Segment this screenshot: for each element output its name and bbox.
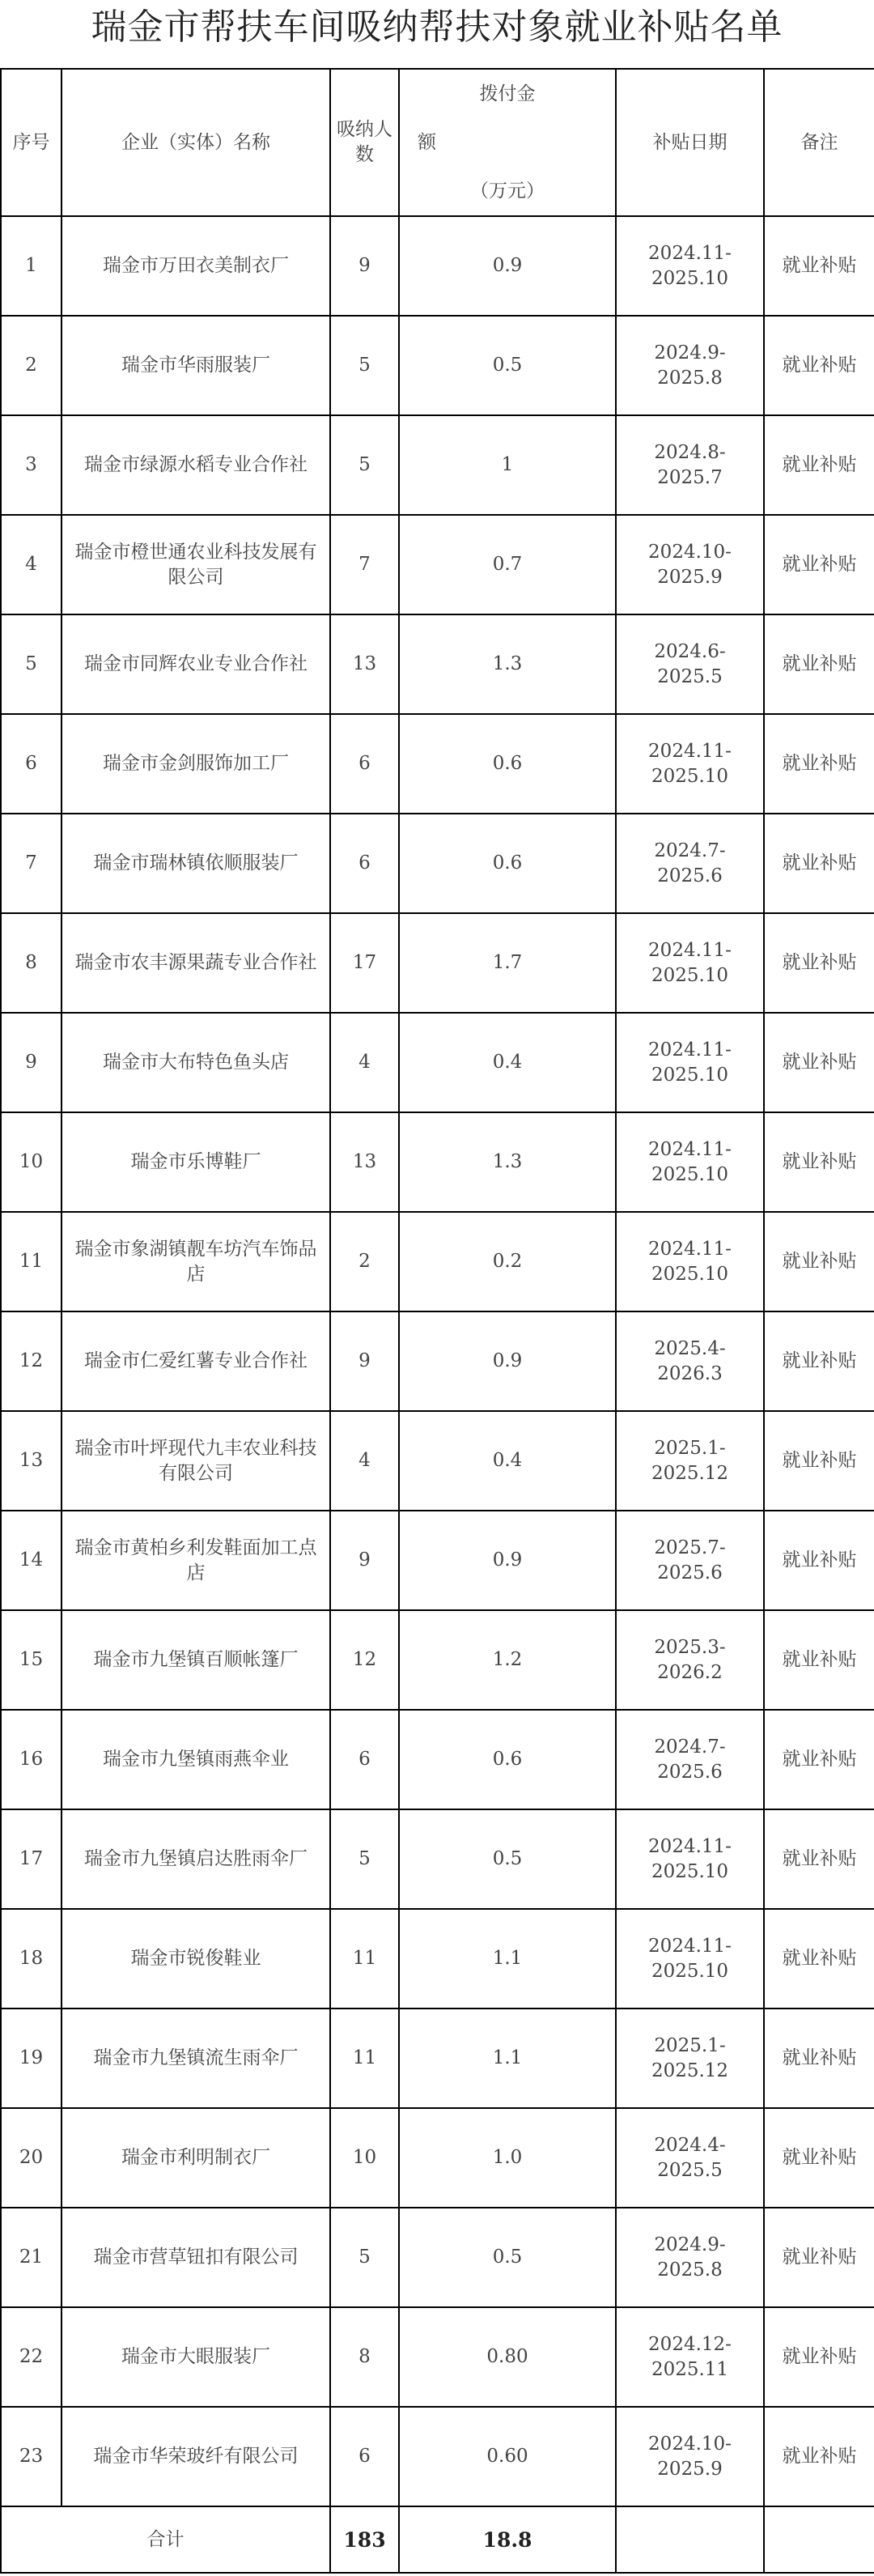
date-end: 2025.9 <box>657 2458 723 2480</box>
date-start: 2024.11- <box>648 242 732 264</box>
cell-index: 16 <box>1 1710 62 1809</box>
header-date: 补贴日期 <box>616 69 764 216</box>
cell-remark: 就业补贴 <box>764 1909 874 2009</box>
cell-remark: 就业补贴 <box>764 316 874 415</box>
cell-people: 6 <box>330 814 399 913</box>
date-start: 2025.3- <box>654 1636 726 1658</box>
header-index: 序号 <box>1 69 62 216</box>
cell-remark: 就业补贴 <box>764 2108 874 2208</box>
cell-enterprise-name: 瑞金市金剑服饰加工厂 <box>62 714 330 814</box>
date-end: 2025.6 <box>657 1761 723 1783</box>
cell-index: 5 <box>1 614 62 714</box>
cell-index: 19 <box>1 2009 62 2108</box>
cell-remark: 就业补贴 <box>764 2009 874 2108</box>
table-header-row <box>1 69 874 216</box>
cell-amount: 1.3 <box>399 1112 616 1212</box>
cell-enterprise-name: 瑞金市绿源水稻专业合作社 <box>62 415 330 515</box>
cell-amount: 0.7 <box>399 515 616 614</box>
cell-amount: 0.5 <box>399 2208 616 2307</box>
cell-people: 11 <box>330 1909 399 2009</box>
table-row <box>1 913 874 1013</box>
cell-index: 14 <box>1 1511 62 1610</box>
table-row <box>1 814 874 913</box>
table-row <box>1 2307 874 2407</box>
total-row <box>1 2506 874 2573</box>
header-amount <box>399 69 616 216</box>
cell-date <box>616 415 764 515</box>
date-start: 2024.10- <box>648 2433 732 2455</box>
date-start: 2025.1- <box>654 1437 726 1459</box>
cell-enterprise-name: 瑞金市橙世通农业科技发展有限公司 <box>62 515 330 614</box>
cell-date <box>616 2208 764 2307</box>
cell-people: 17 <box>330 913 399 1013</box>
table-row <box>1 2108 874 2208</box>
table-row <box>1 1212 874 1311</box>
cell-index: 2 <box>1 316 62 415</box>
cell-enterprise-name: 瑞金市九堡镇启达胜雨伞厂 <box>62 1809 330 1909</box>
cell-index: 13 <box>1 1411 62 1511</box>
cell-people: 4 <box>330 1411 399 1511</box>
cell-remark: 就业补贴 <box>764 2407 874 2506</box>
cell-date <box>616 1809 764 1909</box>
cell-remark: 就业补贴 <box>764 1212 874 1311</box>
cell-enterprise-name: 瑞金市叶坪现代九丰农业科技有限公司 <box>62 1411 330 1511</box>
cell-date <box>616 1710 764 1809</box>
date-end: 2025.10 <box>651 1163 729 1185</box>
cell-date <box>616 1909 764 2009</box>
table-row <box>1 2407 874 2506</box>
cell-date <box>616 216 764 316</box>
table-row <box>1 2208 874 2307</box>
cell-index: 20 <box>1 2108 62 2208</box>
cell-enterprise-name: 瑞金市万田衣美制衣厂 <box>62 216 330 316</box>
cell-remark: 就业补贴 <box>764 2208 874 2307</box>
cell-date <box>616 1112 764 1212</box>
date-end: 2025.10 <box>651 964 729 986</box>
cell-index: 8 <box>1 913 62 1013</box>
cell-date <box>616 1013 764 1112</box>
date-end: 2025.5 <box>657 2159 723 2181</box>
cell-people: 5 <box>330 2208 399 2307</box>
date-end: 2025.8 <box>657 367 723 389</box>
cell-remark: 就业补贴 <box>764 415 874 515</box>
date-start: 2024.11- <box>648 1039 732 1061</box>
cell-people: 10 <box>330 2108 399 2208</box>
date-end: 2025.10 <box>651 1064 729 1086</box>
cell-index: 15 <box>1 1610 62 1710</box>
cell-remark: 就业补贴 <box>764 1311 874 1411</box>
date-end: 2025.12 <box>651 1462 729 1484</box>
cell-index: 12 <box>1 1311 62 1411</box>
date-start: 2025.4- <box>654 1337 726 1359</box>
cell-date <box>616 2307 764 2407</box>
date-start: 2024.10- <box>648 541 732 563</box>
date-end: 2026.2 <box>657 1661 723 1683</box>
date-end: 2025.10 <box>651 267 729 289</box>
date-end: 2025.8 <box>657 2259 723 2281</box>
cell-amount: 0.6 <box>399 1710 616 1809</box>
cell-people: 13 <box>330 614 399 714</box>
cell-remark: 就业补贴 <box>764 2307 874 2407</box>
date-start: 2024.7- <box>654 1736 726 1758</box>
date-end: 2025.12 <box>651 2060 729 2081</box>
cell-remark: 就业补贴 <box>764 1710 874 1809</box>
cell-date <box>616 1311 764 1411</box>
cell-amount: 0.5 <box>399 316 616 415</box>
table-row <box>1 1710 874 1809</box>
cell-date <box>616 814 764 913</box>
date-start: 2024.11- <box>648 1935 732 1957</box>
cell-amount: 1.1 <box>399 1909 616 2009</box>
date-start: 2025.1- <box>654 2034 726 2056</box>
date-start: 2024.11- <box>648 1835 732 1857</box>
cell-people: 4 <box>330 1013 399 1112</box>
cell-enterprise-name: 瑞金市大布特色鱼头店 <box>62 1013 330 1112</box>
cell-date <box>616 1511 764 1610</box>
cell-date <box>616 2108 764 2208</box>
header-amount-line-2: 额 <box>418 132 436 153</box>
cell-amount: 0.80 <box>399 2307 616 2407</box>
cell-remark: 就业补贴 <box>764 1610 874 1710</box>
cell-amount: 0.6 <box>399 714 616 814</box>
cell-index: 18 <box>1 1909 62 2009</box>
cell-amount: 0.9 <box>399 1511 616 1610</box>
cell-amount: 1 <box>399 415 616 515</box>
cell-remark: 就业补贴 <box>764 216 874 316</box>
date-start: 2024.6- <box>654 640 726 662</box>
header-remark: 备注 <box>764 69 874 216</box>
date-start: 2024.11- <box>648 740 732 762</box>
table-row <box>1 216 874 316</box>
cell-amount: 1.0 <box>399 2108 616 2208</box>
cell-index: 22 <box>1 2307 62 2407</box>
table-row <box>1 1411 874 1511</box>
table-row <box>1 316 874 415</box>
total-amount: 18.8 <box>399 2506 616 2573</box>
cell-enterprise-name: 瑞金市锐俊鞋业 <box>62 1909 330 2009</box>
cell-enterprise-name: 瑞金市九堡镇百顺帐篷厂 <box>62 1610 330 1710</box>
cell-remark: 就业补贴 <box>764 913 874 1013</box>
cell-enterprise-name: 瑞金市营草钮扣有限公司 <box>62 2208 330 2307</box>
cell-amount: 0.6 <box>399 814 616 913</box>
cell-index: 7 <box>1 814 62 913</box>
table-row <box>1 415 874 515</box>
cell-enterprise-name: 瑞金市大眼服装厂 <box>62 2307 330 2407</box>
date-end: 2025.7 <box>657 466 723 488</box>
cell-enterprise-name: 瑞金市九堡镇雨燕伞业 <box>62 1710 330 1809</box>
cell-index: 10 <box>1 1112 62 1212</box>
date-end: 2025.10 <box>651 1960 729 1982</box>
table-row <box>1 515 874 614</box>
cell-index: 6 <box>1 714 62 814</box>
cell-amount: 0.60 <box>399 2407 616 2506</box>
header-amount-line-1: 拨付金 <box>479 83 536 104</box>
date-start: 2024.11- <box>648 1138 732 1160</box>
cell-people: 5 <box>330 1809 399 1909</box>
cell-enterprise-name: 瑞金市利明制衣厂 <box>62 2108 330 2208</box>
cell-remark: 就业补贴 <box>764 1411 874 1511</box>
cell-remark: 就业补贴 <box>764 714 874 814</box>
cell-people: 7 <box>330 515 399 614</box>
table-row <box>1 614 874 714</box>
cell-index: 23 <box>1 2407 62 2506</box>
cell-amount: 1.7 <box>399 913 616 1013</box>
cell-enterprise-name: 瑞金市华雨服装厂 <box>62 316 330 415</box>
cell-people: 8 <box>330 2307 399 2407</box>
date-end: 2025.10 <box>651 765 729 787</box>
cell-remark: 就业补贴 <box>764 1112 874 1212</box>
cell-remark: 就业补贴 <box>764 814 874 913</box>
cell-date <box>616 2009 764 2108</box>
table-row <box>1 1909 874 2009</box>
cell-people: 2 <box>330 1212 399 1311</box>
cell-index: 9 <box>1 1013 62 1112</box>
date-end: 2025.10 <box>651 1263 729 1285</box>
table-row <box>1 1013 874 1112</box>
table-row <box>1 714 874 814</box>
cell-amount: 0.4 <box>399 1013 616 1112</box>
cell-people: 11 <box>330 2009 399 2108</box>
cell-remark: 就业补贴 <box>764 1511 874 1610</box>
cell-people: 6 <box>330 1710 399 1809</box>
cell-index: 17 <box>1 1809 62 1909</box>
cell-amount: 0.9 <box>399 216 616 316</box>
subsidy-table <box>0 68 874 2574</box>
date-end: 2025.9 <box>657 566 723 588</box>
cell-date <box>616 714 764 814</box>
cell-index: 1 <box>1 216 62 316</box>
cell-amount: 1.3 <box>399 614 616 714</box>
cell-date <box>616 1411 764 1511</box>
date-end: 2025.6 <box>657 865 723 886</box>
cell-enterprise-name: 瑞金市黄柏乡利发鞋面加工点店 <box>62 1511 330 1610</box>
cell-amount: 1.1 <box>399 2009 616 2108</box>
cell-amount: 0.2 <box>399 1212 616 1311</box>
date-end: 2025.11 <box>651 2358 729 2380</box>
cell-index: 4 <box>1 515 62 614</box>
header-enterprise: 企业（实体）名称 <box>62 69 330 216</box>
cell-date <box>616 515 764 614</box>
date-start: 2025.7- <box>654 1537 726 1558</box>
cell-enterprise-name: 瑞金市乐博鞋厂 <box>62 1112 330 1212</box>
date-end: 2025.6 <box>657 1562 723 1583</box>
document-title: 瑞金市帮扶车间吸纳帮扶对象就业补贴名单 <box>91 6 783 48</box>
header-amount-line-3: （万元） <box>470 181 545 202</box>
total-remark-empty <box>764 2506 874 2573</box>
cell-people: 6 <box>330 714 399 814</box>
cell-remark: 就业补贴 <box>764 1013 874 1112</box>
date-start: 2024.9- <box>654 342 726 363</box>
cell-date <box>616 1212 764 1311</box>
cell-amount: 0.5 <box>399 1809 616 1909</box>
cell-date <box>616 316 764 415</box>
date-start: 2024.12- <box>648 2333 732 2355</box>
cell-enterprise-name: 瑞金市瑞林镇依顺服装厂 <box>62 814 330 913</box>
date-start: 2024.7- <box>654 840 726 861</box>
cell-enterprise-name: 瑞金市象湖镇靓车坊汽车饰品店 <box>62 1212 330 1311</box>
cell-date <box>616 1610 764 1710</box>
cell-people: 6 <box>330 2407 399 2506</box>
date-start: 2024.11- <box>648 1238 732 1260</box>
date-start: 2024.4- <box>654 2134 726 2156</box>
cell-people: 9 <box>330 1311 399 1411</box>
date-end: 2026.3 <box>657 1362 723 1384</box>
table-row <box>1 1311 874 1411</box>
cell-enterprise-name: 瑞金市华荣玻纤有限公司 <box>62 2407 330 2506</box>
cell-people: 9 <box>330 1511 399 1610</box>
cell-people: 9 <box>330 216 399 316</box>
date-start: 2024.9- <box>654 2234 726 2255</box>
header-people: 吸纳人数 <box>330 69 399 216</box>
cell-date <box>616 913 764 1013</box>
cell-remark: 就业补贴 <box>764 515 874 614</box>
table-row <box>1 1809 874 1909</box>
cell-enterprise-name: 瑞金市仁爱红薯专业合作社 <box>62 1311 330 1411</box>
total-people: 183 <box>330 2506 399 2573</box>
date-end: 2025.10 <box>651 1860 729 1882</box>
cell-amount: 0.9 <box>399 1311 616 1411</box>
cell-amount: 0.4 <box>399 1411 616 1511</box>
total-label: 合计 <box>1 2506 330 2573</box>
cell-date <box>616 2407 764 2506</box>
table-row <box>1 1112 874 1212</box>
table-row <box>1 1511 874 1610</box>
cell-people: 5 <box>330 316 399 415</box>
cell-people: 12 <box>330 1610 399 1710</box>
cell-enterprise-name: 瑞金市同辉农业专业合作社 <box>62 614 330 714</box>
total-date-empty <box>616 2506 764 2573</box>
cell-remark: 就业补贴 <box>764 614 874 714</box>
table-row <box>1 1610 874 1710</box>
cell-index: 3 <box>1 415 62 515</box>
cell-index: 21 <box>1 2208 62 2307</box>
table-row <box>1 2009 874 2108</box>
cell-amount: 1.2 <box>399 1610 616 1710</box>
date-start: 2024.8- <box>654 441 726 463</box>
cell-enterprise-name: 瑞金市农丰源果蔬专业合作社 <box>62 913 330 1013</box>
date-start: 2024.11- <box>648 939 732 961</box>
cell-index: 11 <box>1 1212 62 1311</box>
cell-people: 13 <box>330 1112 399 1212</box>
cell-people: 5 <box>330 415 399 515</box>
cell-remark: 就业补贴 <box>764 1809 874 1909</box>
cell-enterprise-name: 瑞金市九堡镇流生雨伞厂 <box>62 2009 330 2108</box>
date-end: 2025.5 <box>657 665 723 687</box>
cell-date <box>616 614 764 714</box>
